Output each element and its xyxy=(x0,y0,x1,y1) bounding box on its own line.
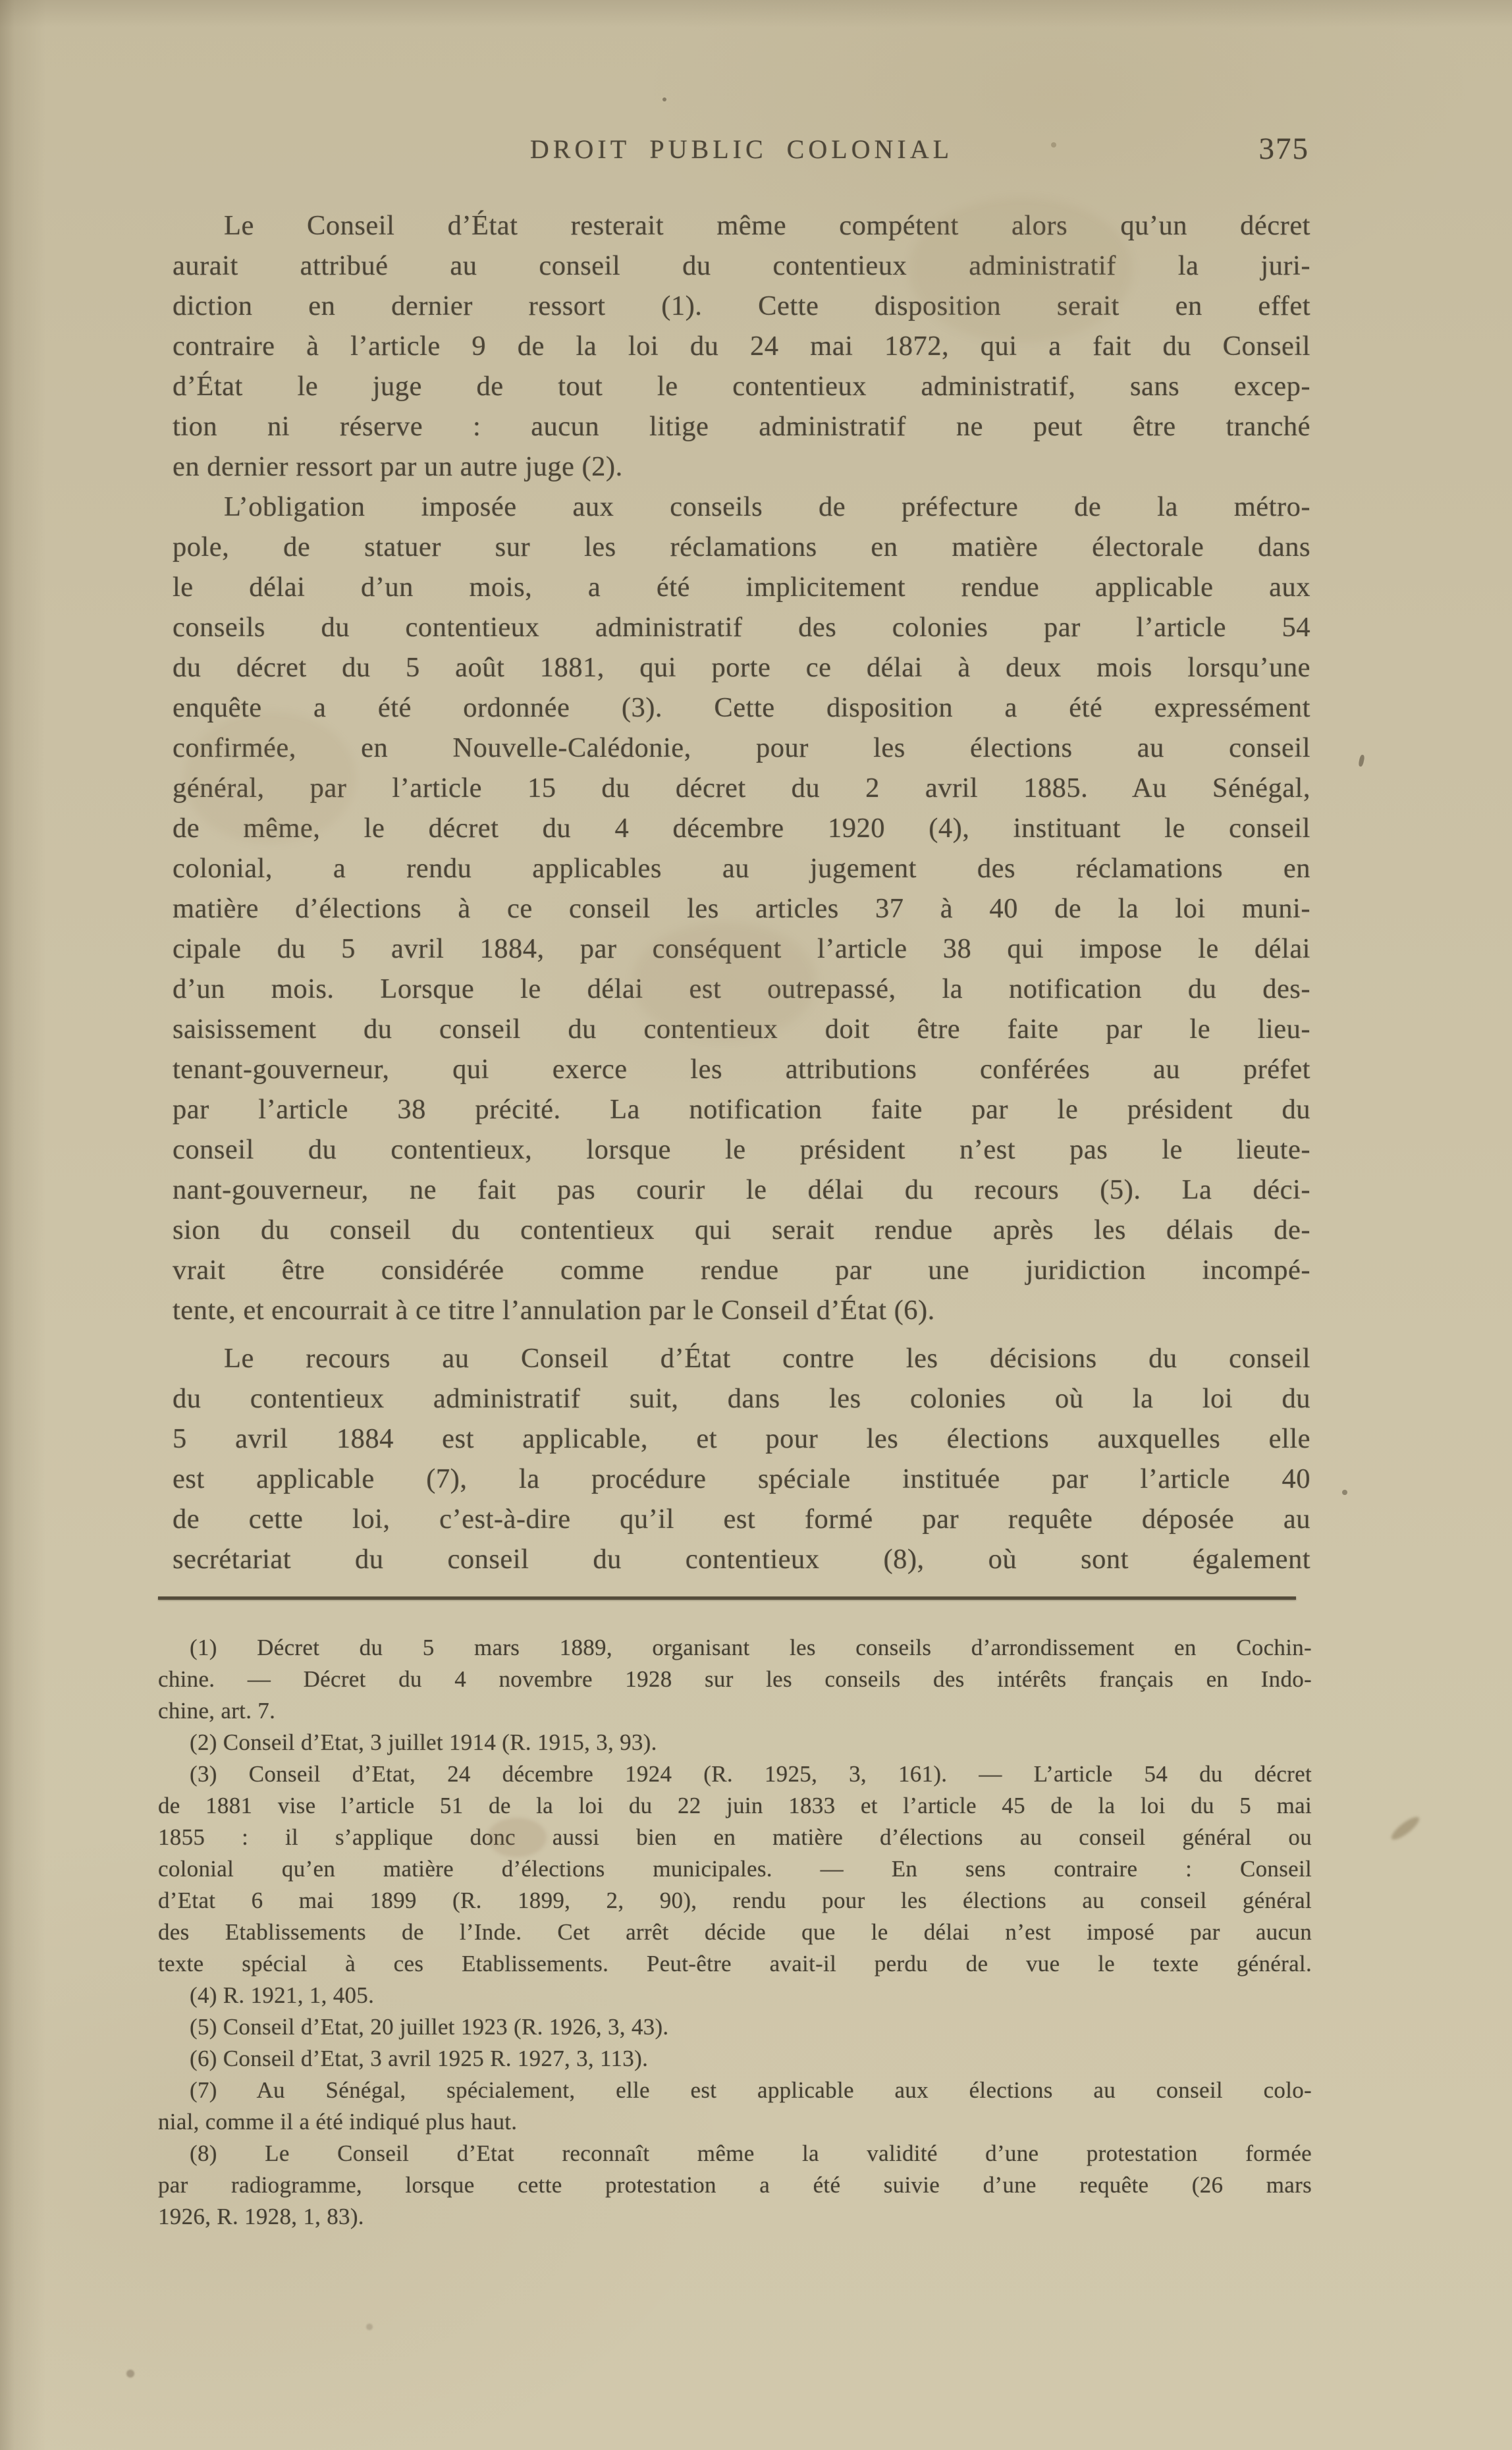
paragraph xyxy=(158,2043,1312,2075)
text-line: est applicable (7), la procédure spéciale instituée par l’article 40 xyxy=(173,1463,1310,1494)
text-line: 1855 : il s’applique donc aussi bien en matière d’élections au conseil général ou xyxy=(158,1824,1312,1850)
text-line: texte spécial à ces Etablissements. Peut-être avait-il perdu de vue le texte général. xyxy=(158,1951,1312,1976)
text-line: (1) Décret du 5 mars 1889, organisant les conseils d’arrondissement en Cochin- xyxy=(190,1635,1312,1660)
text-line: (3) Conseil d’Etat, 24 décembre 1924 (R. 1925, 3, 161). — L’article 54 du décret xyxy=(190,1761,1312,1787)
text-line: d’Etat 6 mai 1899 (R. 1899, 2, 90), rendu pour les élections au conseil général xyxy=(158,1888,1312,1913)
text-line: (7) Au Sénégal, spécialement, elle est applicable aux élections au conseil colo- xyxy=(190,2077,1312,2103)
footnotes-section xyxy=(158,1632,1312,2233)
text-line: diction en dernier ressort (1). Cette disposition serait en effet xyxy=(173,290,1310,321)
text-line: saisissement du conseil du contentieux doit être faite par le lieu- xyxy=(173,1014,1310,1045)
text-line: tenant-gouverneur, qui exerce les attributions conférées au préfet xyxy=(173,1054,1310,1085)
paragraph xyxy=(158,2075,1312,2138)
text-line: pole, de statuer sur les réclamations en matière électorale dans xyxy=(173,531,1310,562)
text-line: Le recours au Conseil d’État contre les décisions du conseil xyxy=(224,1343,1310,1374)
text-line: du contentieux administratif suit, dans les colonies où la loi du xyxy=(173,1383,1310,1414)
paper-speck xyxy=(1358,754,1365,767)
text-line: d’un mois. Lorsque le délai est outrepassé, la notification du des- xyxy=(173,973,1310,1004)
text-line: tente, et encourrait à ce titre l’annulation par le Conseil d’État (6). xyxy=(173,1295,935,1326)
paper-smudge xyxy=(1389,1814,1422,1843)
running-header xyxy=(173,134,1310,173)
text-line: (2) Conseil d’Etat, 3 juillet 1914 (R. 1915, 3, 93). xyxy=(190,1729,657,1755)
text-line: chine, art. 7. xyxy=(158,1698,276,1724)
running-title: DROIT PUBLIC COLONIAL xyxy=(529,134,954,164)
paragraph xyxy=(158,2011,1312,2043)
text-line: général, par l’article 15 du décret du 2 avril 1885. Au Sénégal, xyxy=(173,773,1310,803)
text-line: (8) Le Conseil d’Etat reconnaît même la validité d’une protestation formée xyxy=(190,2140,1312,2166)
footnote-separator xyxy=(158,1596,1296,1600)
text-line: d’État le juge de tout le contentieux administratif, sans excep- xyxy=(173,371,1310,402)
text-line: (4) R. 1921, 1, 405. xyxy=(190,1982,375,2008)
text-line: L’obligation imposée aux conseils de préfecture de la métro- xyxy=(224,491,1310,522)
text-line: enquête a été ordonnée (3). Cette disposition a été expressément xyxy=(173,692,1310,723)
text-line: par radiogramme, lorsque cette protestation a été suivie d’une requête (26 mars xyxy=(158,2172,1312,2198)
text-line: (5) Conseil d’Etat, 20 juillet 1923 (R. 1926, 3, 43). xyxy=(190,2014,669,2040)
text-line: sion du conseil du contentieux qui serait rendue après les délais de- xyxy=(173,1214,1310,1245)
paragraph xyxy=(158,1980,1312,2011)
text-line: colonial qu’en matière d’élections municipales. — En sens contraire : Conseil xyxy=(158,1856,1312,1882)
paragraph xyxy=(173,1338,1310,1579)
text-line: par l’article 38 précité. La notification faite par le président du xyxy=(173,1094,1310,1125)
paragraph xyxy=(158,2138,1312,2233)
paragraph xyxy=(158,1758,1312,1980)
paragraph xyxy=(173,487,1310,1330)
text-line: 1926, R. 1928, 1, 83). xyxy=(158,2204,364,2229)
text-line: de même, le décret du 4 décembre 1920 (4), instituant le conseil xyxy=(173,813,1310,844)
text-line: vrait être considérée comme rendue par une juridiction incompé- xyxy=(173,1255,1310,1286)
text-line: aurait attribué au conseil du contentieux administratif la juri- xyxy=(173,250,1310,281)
paragraph xyxy=(158,1632,1312,1727)
text-line: (6) Conseil d’Etat, 3 avril 1925 R. 1927, 3, 113). xyxy=(190,2046,649,2071)
paper-speck xyxy=(1342,1490,1347,1495)
text-line: nant-gouverneur, ne fait pas courir le délai du recours (5). La déci- xyxy=(173,1174,1310,1205)
text-line: de 1881 vise l’article 51 de la loi du 22 juin 1833 et l’article 45 de la loi du 5 mai xyxy=(158,1793,1312,1818)
text-line: contraire à l’article 9 de la loi du 24 mai 1872, qui a fait du Conseil xyxy=(173,331,1310,362)
paper-speck xyxy=(366,2324,373,2330)
text-line: matière d’élections à ce conseil les articles 37 à 40 de la loi muni- xyxy=(173,893,1310,924)
paper-speck xyxy=(126,2370,134,2378)
text-line: Le Conseil d’État resterait même compétent alors qu’un décret xyxy=(224,210,1310,241)
text-line: du décret du 5 août 1881, qui porte ce délai à deux mois lorsqu’une xyxy=(173,652,1310,683)
text-line: nial, comme il a été indiqué plus haut. xyxy=(158,2109,518,2135)
text-line: en dernier ressort par un autre juge (2). xyxy=(173,451,623,482)
text-line: tion ni réserve : aucun litige administratif ne peut être tranché xyxy=(173,411,1310,442)
text-line: confirmée, en Nouvelle-Calédonie, pour les élections au conseil xyxy=(173,732,1310,763)
text-line: conseils du contentieux administratif des colonies par l’article 54 xyxy=(173,612,1310,643)
text-line: des Etablissements de l’Inde. Cet arrêt décide que le délai n’est imposé par aucun xyxy=(158,1919,1312,1945)
paragraph xyxy=(158,1727,1312,1758)
text-line: 5 avril 1884 est applicable, et pour les élections auxquelles elle xyxy=(173,1423,1310,1454)
text-line: de cette loi, c’est-à-dire qu’il est formé par requête déposée au xyxy=(173,1504,1310,1535)
page-number: 375 xyxy=(1258,132,1309,166)
paragraph xyxy=(173,205,1310,487)
text-line: colonial, a rendu applicables au jugement des réclamations en xyxy=(173,853,1310,884)
paper-speck xyxy=(662,97,666,101)
main-text xyxy=(173,205,1310,1579)
text-line: secrétariat du conseil du contentieux (8), où sont également xyxy=(173,1544,1310,1575)
text-line: conseil du contentieux, lorsque le président n’est pas le lieute- xyxy=(173,1134,1310,1165)
text-line: cipale du 5 avril 1884, par conséquent l’article 38 qui impose le délai xyxy=(173,933,1310,964)
text-line: chine. — Décret du 4 novembre 1928 sur les conseils des intérêts français en Indo- xyxy=(158,1666,1312,1692)
text-line: le délai d’un mois, a été implicitement rendue applicable aux xyxy=(173,572,1310,603)
